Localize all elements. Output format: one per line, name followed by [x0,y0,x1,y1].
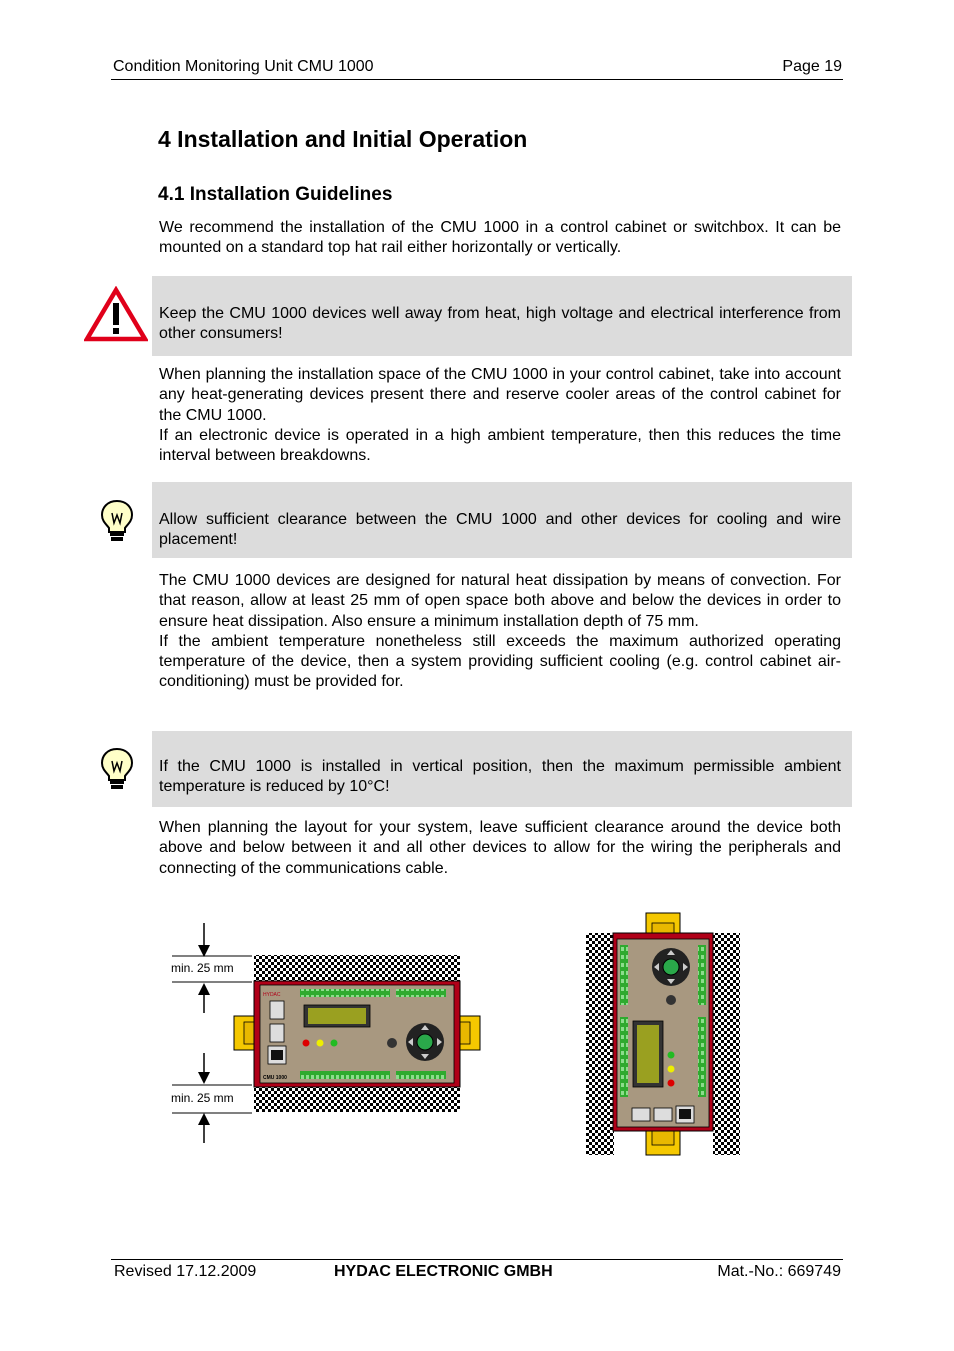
footer-revised: Revised 17.12.2009 [114,1263,257,1280]
tip-box-clearance [152,482,852,558]
chapter-title: 4 Installation and Initial Operation [158,126,528,152]
paragraph-planning [159,365,841,466]
page-number: Page 19 [782,58,842,75]
footer-material-number: Mat.-No.: 669749 [717,1263,841,1280]
installation-figure [160,905,760,1165]
header-divider [111,79,843,80]
warning-box [152,276,852,356]
vertical-mount-diagram [586,913,740,1155]
clearance-label-bottom: min. 25 mm [171,1091,234,1105]
tip-text-clearance: Allow sufficient clearance between the CMU 1000 and other devices for cooling and wire placement! [159,511,841,549]
paragraph-convection [159,571,841,693]
paragraph-intro: We recommend the installation of the CMU 1000 in a control cabinet or switchbox. It can be mounted on a standard top hat rail either horizontally or vertically. [159,219,841,257]
tip-box-vertical [152,731,852,807]
section-title: 4.1 Installation Guidelines [158,184,393,205]
footer-divider [111,1259,843,1260]
clearance-label-top: min. 25 mm [171,961,234,975]
header-title: Condition Monitoring Unit CMU 1000 [113,58,374,75]
paragraph-planning-a: When planning the installation space of the CMU 1000 in your control cabinet, take into account any heat-generating devices present there and reserve cooler areas of the control cabinet for the CMU 1000. [159,366,841,424]
warning-triangle-icon [84,286,148,342]
device-model-label: CMU 1000 [263,1075,287,1081]
tip-text-vertical: If the CMU 1000 is installed in vertical position, then the maximum permissible ambient temperature is reduced by 10°C! [159,758,841,796]
footer-company: HYDAC ELECTRONIC GMBH [334,1263,553,1280]
paragraph-convection-b: If the ambient temperature nonetheless still exceeds the maximum authorized operating temperature of the device, then a system providing sufficient cooling (e.g. control cabinet air-conditioning) must be provided for. [159,632,841,691]
lightbulb-icon [100,747,134,791]
paragraph-convection-a: The CMU 1000 devices are designed for natural heat dissipation by means of convection. For that reason, allow at least 25 mm of open space both above and below the devices in order to ensure heat dissipation. Also ensure a minimum installation depth of 75 mm. [159,572,841,630]
device-brand-label: HYDAC [263,992,281,998]
paragraph-layout: When planning the layout for your system, leave sufficient clearance around the device both above and below between it and all other devices to allow for the wiring the peripherals and connecting of the communications cable. [159,819,841,877]
lightbulb-icon [100,499,134,543]
warning-text: Keep the CMU 1000 devices well away from heat, high voltage and electrical interference from other consumers! [159,305,841,343]
horizontal-mount-diagram [171,923,480,1143]
paragraph-planning-b: If an electronic device is operated in a high ambient temperature, then this reduces the time interval between breakdowns. [159,426,841,465]
